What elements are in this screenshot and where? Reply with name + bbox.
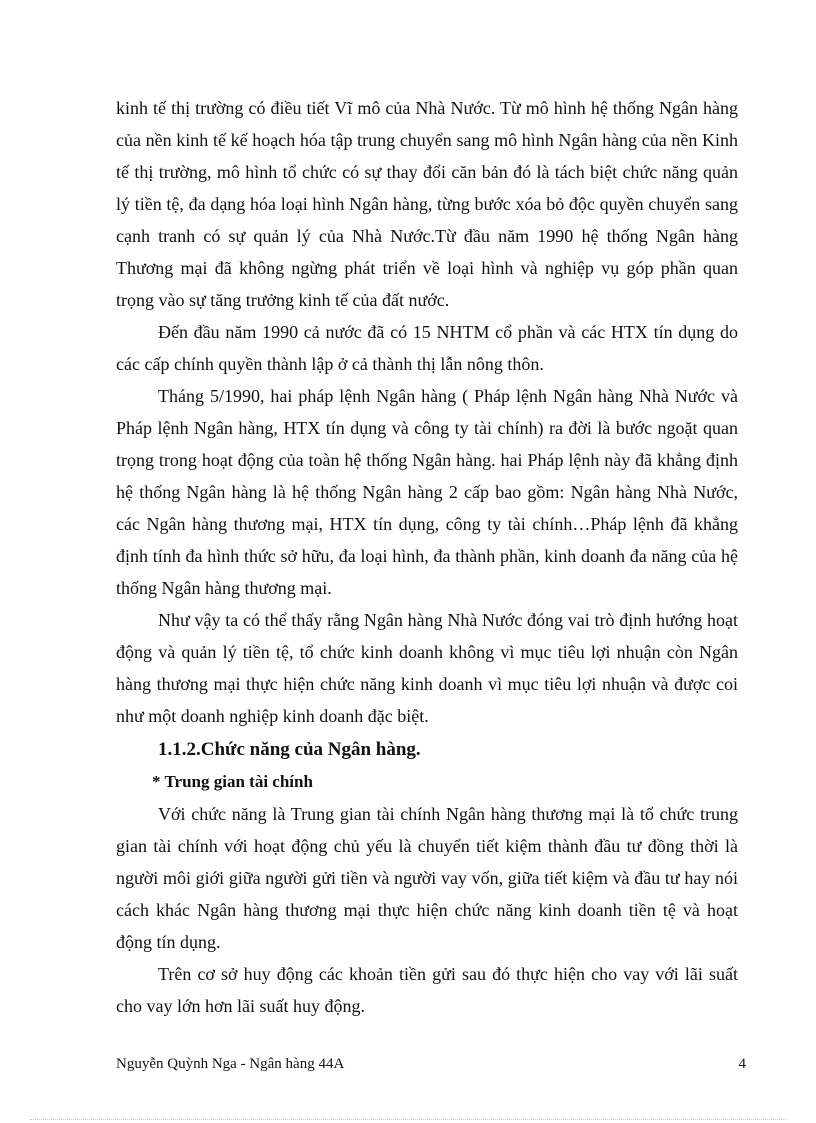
page-bottom-edge [30,1119,786,1120]
page-number: 4 [738,1056,746,1072]
paragraph: kinh tế thị trường có điều tiết Vĩ mô của Nhà Nước. Từ mô hình hệ thống Ngân hàng của nền kinh tế kế hoạch hóa tập trung chuyển sang mô hình Ngân hàng của nền Kinh tế thị trường, mô hình tổ chức có sự thay đổi căn bản đó là tách biệt chức năng quản lý tiền tệ, đa dạng hóa loại hình Ngân hàng, từng bước xóa bỏ độc quyền chuyển sang cạnh tranh có sự quản lý của Nhà Nước.Từ đầu năm 1990 hệ thống Ngân hàng Thương mại đã không ngừng phát triển về loại hình và nghiệp vụ góp phần quan trọng vào sự tăng trưởng kinh tế của đất nước. [116,98,738,310]
paragraph: Như vậy ta có thể thấy rằng Ngân hàng Nhà Nước đóng vai trò định hướng hoạt động và quản lý tiền tệ, tổ chức kinh doanh không vì mục tiêu lợi nhuận còn Ngân hàng thương mại thực hiện chức năng kinh doanh vì mục tiêu lợi nhuận và được coi như một doanh nghiệp kinh doanh đặc biệt. [116,610,738,726]
subsection-heading: * Trung gian tài chính [152,772,313,791]
paragraph: Tháng 5/1990, hai pháp lệnh Ngân hàng ( Pháp lệnh Ngân hàng Nhà Nước và Pháp lệnh Ngân hàng, HTX tín dụng và công ty tài chính) ra đời là bước ngoặt quan trọng trong hoạt động của toàn hệ thống Ngân hàng. hai Pháp lệnh này đã khẳng định hệ thống Ngân hàng là hệ thống Ngân hàng 2 cấp bao gồm: Ngân hàng Nhà Nước, các Ngân hàng thương mại, HTX tín dụng, công ty tài chính…Pháp lệnh đã khẳng định tính đa hình thức sở hữu, đa loại hình, đa thành phần, kinh doanh đa năng của hệ thống Ngân hàng thương mại. [116,386,738,598]
paragraph: Trên cơ sở huy động các khoản tiền gửi sau đó thực hiện cho vay với lãi suất cho vay lớn hơn lãi suất huy động. [116,964,738,1016]
page-footer [116,1056,746,1073]
footer-author: Nguyễn Quỳnh Nga - Ngân hàng 44A [116,1056,345,1072]
document-body [116,92,738,1022]
paragraph: Với chức năng là Trung gian tài chính Ngân hàng thương mại là tổ chức trung gian tài chính với hoạt động chủ yếu là chuyển tiết kiệm thành đầu tư đồng thời là người môi giới giữa người gửi tiền và người vay vốn, giữa tiết kiệm và đầu tư hay nói cách khác Ngân hàng thương mại thực hiện chức năng kinh doanh tiền tệ và hoạt động tín dụng. [116,804,738,952]
paragraph: Đến đầu năm 1990 cả nước đã có 15 NHTM cổ phần và các HTX tín dụng do các cấp chính quyền thành lập ở cả thành thị lẫn nông thôn. [116,322,738,374]
section-heading: 1.1.2.Chức năng của Ngân hàng. [158,739,421,760]
